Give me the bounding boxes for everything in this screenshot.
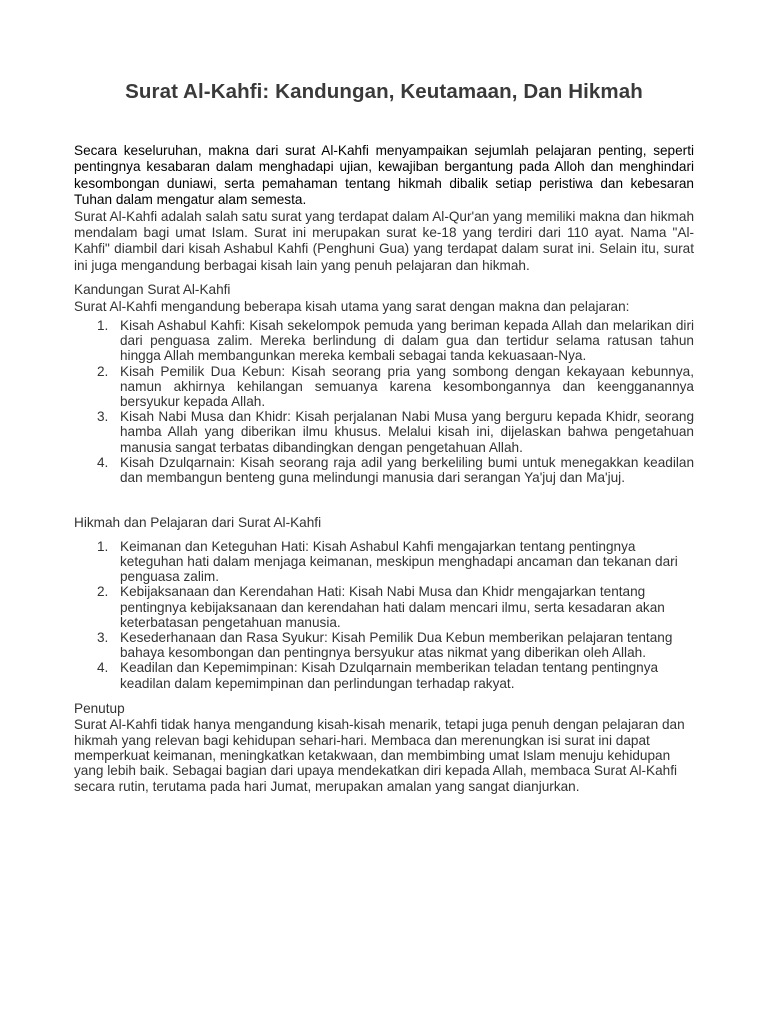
list-item-text: Kebijaksanaan dan Kerendahan Hati: Kisah Nabi Musa dan Khidr mengajarkan tentang pentingnya kebijaksanaan dan kerendahan hati dalam mencari ilmu, serta kesadaran akan keterbatasan pengetahuan manusia. xyxy=(120,584,665,630)
list-item xyxy=(74,539,694,585)
list-item-number: 1. xyxy=(97,318,109,334)
list-item-number: 3. xyxy=(97,629,109,645)
list-item-text: Kisah Ashabul Kahfi: Kisah sekelompok pemuda yang beriman kepada Allah dan melarikan diri dari penguasa zalim. Mereka berlindung di dalam gua dan tertidur selama ratusan tahun hingga Allah membangunkan mereka kembali sebagai tanda kekuasaan-Nya. xyxy=(120,318,694,364)
hikmah-list xyxy=(74,539,694,691)
list-item xyxy=(74,318,694,364)
list-item-number: 1. xyxy=(97,538,109,554)
list-item-number: 4. xyxy=(97,660,109,676)
list-item-number: 2. xyxy=(97,363,109,379)
list-item xyxy=(74,455,694,485)
about-paragraph: Surat Al-Kahfi adalah salah satu surat yang terdapat dalam Al-Qur'an yang memiliki makna dan hikmah mendalam bagi umat Islam. Surat ini merupakan surat ke-18 yang terdiri dari 110 ayat. Nama "Al-Kahfi" diambil dari kisah Ashabul Kahfi (Penghuni Gua) yang terdapat dalam surat ini. Selain itu, surat ini juga mengandung berbagai kisah lain yang penuh pelajaran dan hikmah. xyxy=(74,208,694,273)
kandungan-intro-paragraph: Surat Al-Kahfi mengandung beberapa kisah utama yang sarat dengan makna dan pelajaran: xyxy=(74,298,630,314)
list-item-text: Kisah Pemilik Dua Kebun: Kisah seorang pria yang sombong dengan kekayaan kebunnya, namun akhirnya kehilangan semuanya karena kesombongannya dan keengganannya bersyukur kepada Allah. xyxy=(120,363,694,410)
document-page xyxy=(74,0,694,794)
list-item xyxy=(74,409,694,455)
list-item-number: 4. xyxy=(97,454,109,470)
list-item-text: Kisah Dzulqarnain: Kisah seorang raja adil yang berkeliling bumi untuk menegakkan keadilan dan membangun benteng guna melindungi manusia dari serangan Ya'juj dan Ma'juj. xyxy=(120,454,694,486)
list-item-number: 2. xyxy=(97,584,109,600)
list-item-text: Kesederhanaan dan Rasa Syukur: Kisah Pemilik Dua Kebun memberikan pelajaran tentang bahaya kesombongan dan pentingnya bersyukur atas nikmat yang diberikan oleh Allah. xyxy=(120,629,673,661)
list-item xyxy=(74,660,694,690)
list-item-text: Keimanan dan Keteguhan Hati: Kisah Ashabul Kahfi mengajarkan tentang pentingnya keteguhan hati dalam menjaga keimanan, meskipun menghadapi ancaman dan tekanan dari penguasa zalim. xyxy=(120,538,678,585)
list-item-text: Keadilan dan Kepemimpinan: Kisah Dzulqarnain memberikan teladan tentang pentingnya keadilan dalam kepemimpinan dan perlindungan terhadap rakyat. xyxy=(120,660,659,691)
penutup-paragraph: Surat Al-Kahfi tidak hanya mengandung kisah-kisah menarik, tetapi juga penuh dengan pelajaran dan hikmah yang relevan bagi kehidupan sehari-hari. Membaca dan merenungkan isi surat ini dapat memperkuat keimanan, meningkatkan ketakwaan, dan membimbing umat Islam menuju kehidupan yang lebih baik. Sebagai bagian dari upaya mendekatkan diri kepada Allah, membaca Surat Al-Kahfi secara rutin, terutama pada hari Jumat, merupakan amalan yang sangat dianjurkan. xyxy=(74,717,685,794)
kandungan-list xyxy=(74,318,694,485)
intro-paragraph: Secara keseluruhan, makna dari surat Al-Kahfi menyampaikan sejumlah pelajaran penting, seperti pentingnya kesabaran dalam menghadapi ujian, kewajiban bergantung pada Alloh dan menghindari kesombongan duniawi, serta pemahaman tentang hikmah dibalik setiap peristiwa dan kebesaran Tuhan dalam mengatur alam semesta. xyxy=(74,143,694,208)
document-title: Surat Al-Kahfi: Kandungan, Keutamaan, Dan Hikmah xyxy=(125,80,643,103)
hikmah-heading: Hikmah dan Pelajaran dari Surat Al-Kahfi xyxy=(74,515,322,531)
list-item xyxy=(74,630,694,660)
list-item-number: 3. xyxy=(97,409,109,425)
list-item xyxy=(74,584,694,630)
penutup-heading: Penutup xyxy=(74,700,125,716)
list-item xyxy=(74,364,694,410)
list-item-text: Kisah Nabi Musa dan Khidr: Kisah perjalanan Nabi Musa yang berguru kepada Khidr, seorang hamba Allah yang diberikan ilmu khusus. Melalui kisah ini, dijelaskan bahwa pengetahuan manusia sangat terbatas dibandingkan dengan pengetahuan Allah. xyxy=(120,409,694,455)
kandungan-heading: Kandungan Surat Al-Kahfi xyxy=(74,282,231,298)
